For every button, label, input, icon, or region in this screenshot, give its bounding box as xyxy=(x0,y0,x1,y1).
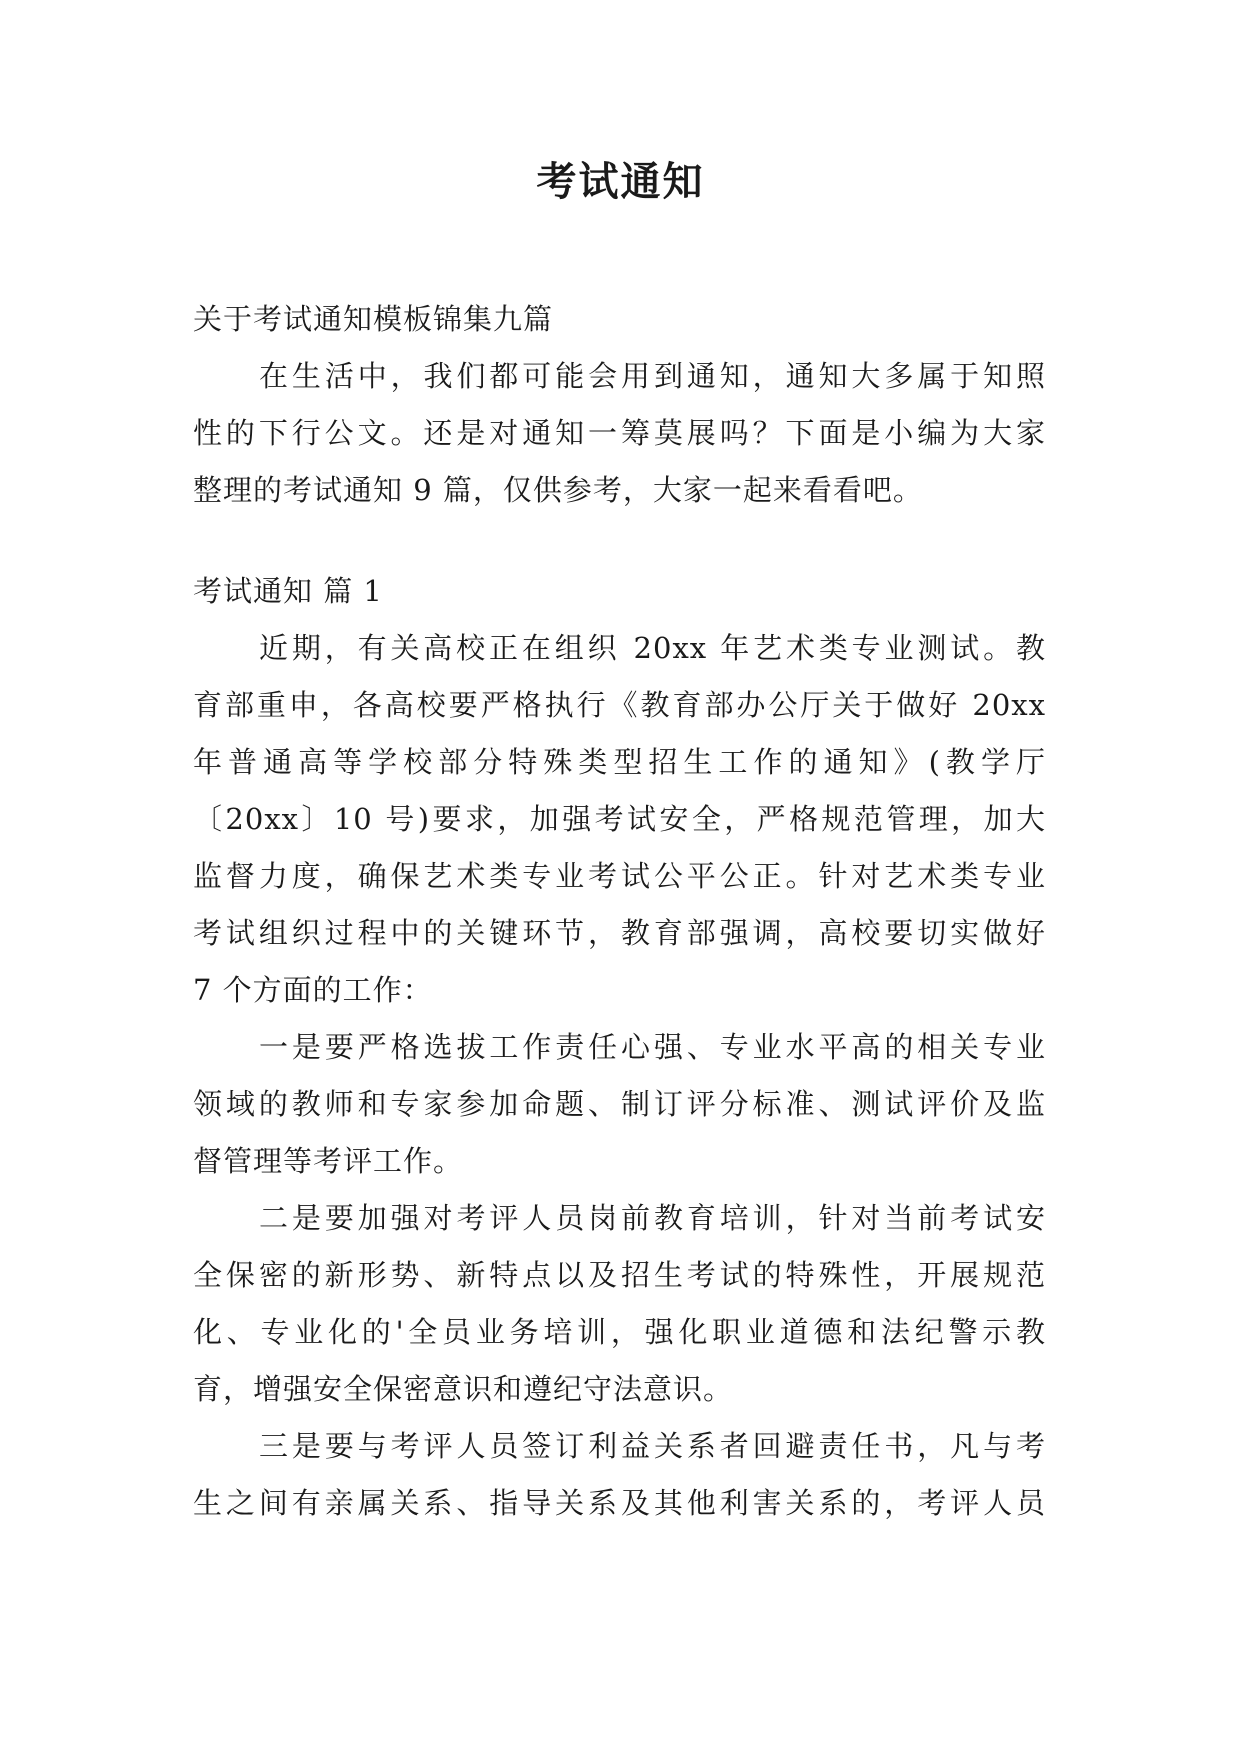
body-line: 生之间有亲属关系、指导关系及其他利害关系的，考评人员 xyxy=(193,1486,1046,1520)
intro-line: 在生活中，我们都可能会用到通知，通知大多属于知照 xyxy=(259,359,1046,393)
body-line: 7 个方面的工作： xyxy=(193,973,433,1007)
body-line: 二是要加强对考评人员岗前教育培训，针对当前考试安 xyxy=(259,1201,1046,1235)
intro-line: 性的下行公文。还是对通知一筹莫展吗？下面是小编为大家 xyxy=(193,416,1046,450)
body-line: 领域的教师和专家参加命题、制订评分标准、测试评价及监 xyxy=(193,1087,1046,1121)
body-line: 监督力度，确保艺术类专业考试公平公正。针对艺术类专业 xyxy=(193,859,1046,893)
document-title: 考试通知 xyxy=(536,159,705,205)
body-line: 全保密的新形势、新特点以及招生考试的特殊性，开展规范 xyxy=(193,1258,1046,1292)
body-line: 年普通高等学校部分特殊类型招生工作的通知》(教学厅 xyxy=(193,745,1046,779)
body-line: 育，增强安全保密意识和遵纪守法意识。 xyxy=(193,1372,734,1406)
document-subtitle: 关于考试通知模板锦集九篇 xyxy=(193,302,554,336)
body-line: 〔20xx〕10 号)要求，加强考试安全，严格规范管理，加大 xyxy=(193,802,1046,836)
body-line: 化、专业化的'全员业务培训，强化职业道德和法纪警示教 xyxy=(193,1315,1046,1349)
document-body xyxy=(193,291,1046,1532)
body-line: 育部重申，各高校要严格执行《教育部办公厅关于做好 20xx xyxy=(193,688,1046,722)
body-line: 一是要严格选拔工作责任心强、专业水平高的相关专业 xyxy=(259,1030,1046,1064)
section-heading: 考试通知 篇 1 xyxy=(193,574,383,608)
intro-line: 整理的考试通知 9 篇，仅供参考，大家一起来看看吧。 xyxy=(193,473,923,507)
body-line: 近期，有关高校正在组织 20xx 年艺术类专业测试。教 xyxy=(259,631,1046,665)
body-line: 督管理等考评工作。 xyxy=(193,1144,464,1178)
paragraph-gap xyxy=(193,519,1046,563)
body-line: 考试组织过程中的关键环节，教育部强调，高校要切实做好 xyxy=(193,916,1046,950)
body-line: 三是要与考评人员签订利益关系者回避责任书，凡与考 xyxy=(259,1429,1046,1463)
